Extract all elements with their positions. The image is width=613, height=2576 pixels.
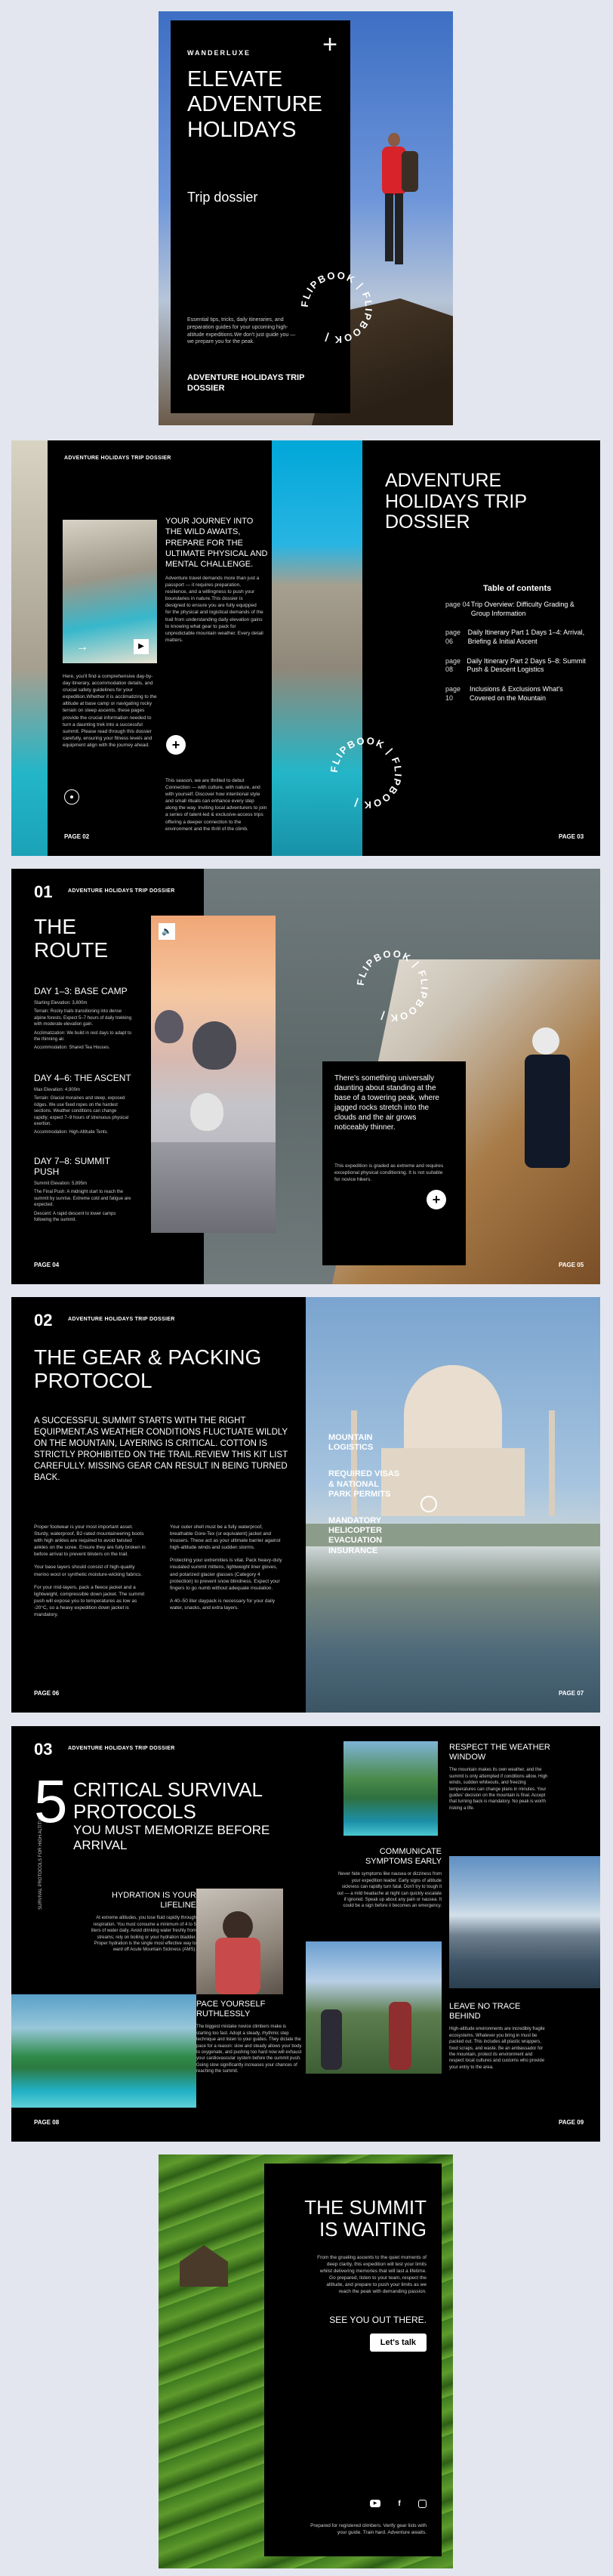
protocol-text: At extreme altitudes, you lose fluid rapidly through respiration. You must consume a minimum of 4 to 5 liters of water daily. Avoid drinking water freshly from streams; rely on boiling or your hydration bladder. Proper hydration is the single most effective way to ward off Acute Mountain Sickness (AMS). xyxy=(91,1916,196,1953)
protocol-item xyxy=(196,2000,302,2075)
balloon xyxy=(193,1021,236,1070)
logistics-item: REQUIRED VISAS & NATIONAL PARK PERMITS xyxy=(328,1469,400,1499)
back-cta: SEE YOU OUT THERE. xyxy=(329,2315,427,2325)
gear-para: Protecting your extremities is vital. Pack heavy-duty insulated summit mittens, lightweight liner gloves, and polarized glacier glasses (Category 4 protection) to prevent snow blindness. Expect your fingers to go numb without adequate insulation. xyxy=(170,1558,282,1591)
section-number: 02 xyxy=(34,1311,53,1330)
flipbook-ring xyxy=(328,735,404,811)
day-block xyxy=(34,1073,132,1136)
page-number-left: PAGE 02 xyxy=(64,833,90,840)
drinking-photo xyxy=(196,1889,283,1994)
toc-item[interactable] xyxy=(445,685,589,703)
day-title: DAY 7–8: SUMMIT PUSH xyxy=(34,1156,110,1177)
toc-page: page 04 xyxy=(445,601,470,608)
toc-item[interactable] xyxy=(445,657,589,675)
arrow-right-icon[interactable]: → xyxy=(76,641,88,653)
beach-photo xyxy=(63,520,157,663)
section-number: 01 xyxy=(34,882,53,901)
gear-para: Your outer shell must be a fully waterproof, breathable Gore-Tex (or equivalent) jacket and trousers. These act as your ultimate barrier against high-altitude winds and sudden storms. xyxy=(170,1524,281,1551)
page-number-left: PAGE 04 xyxy=(34,1262,60,1268)
toc-text: Inclusions & Exclusions What's Covered on the Mountain xyxy=(469,685,563,702)
day-line: The Final Push: A midnight start to reach the summit by sunrise. Extreme cold and fatigue are expected. xyxy=(34,1190,131,1208)
protocol-title: LEAVE NO TRACE BEHIND xyxy=(449,2002,521,2022)
intro-body-1: Adventure travel demands more than just a passport — it requires preparation, resilience, and a willingness to push your boundaries in nature.This dossier is designed to ensure you are fully equipped for the physical and logistical demands of the trail from understanding daily elevation gains to knowing what gear to pack for unpredictable mountain weather. Every detail matters. xyxy=(165,576,263,643)
protocol-item xyxy=(449,1743,551,1812)
back-title: THE SUMMIT IS WAITING xyxy=(304,2196,427,2241)
gear-title: THE GEAR & PACKING PROTOCOL xyxy=(34,1345,262,1392)
day-line: Max Elevation: 4,900m xyxy=(34,1088,81,1092)
hikers-photo xyxy=(306,1941,442,2074)
svg-text:FLIPBOOK | FLIPBOOK |: FLIPBOOK | FLIPBOOK | xyxy=(328,735,404,811)
toc-item[interactable] xyxy=(445,601,589,618)
toc-page: page 06 xyxy=(445,629,461,646)
day-title: DAY 4–6: THE ASCENT xyxy=(34,1073,131,1083)
back-footer: Prepared for registered climbers. Verify gear lists with your guide. Train hard. Adventure awaits. xyxy=(310,2523,427,2536)
day-line: Descent: A rapid descent to lower camps following the summit. xyxy=(34,1211,116,1222)
toc-text: Daily Itinerary Part 2 Days 5–8: Summit Push & Descent Logistics xyxy=(467,656,586,674)
gear-col-2 xyxy=(170,1524,283,1611)
spread-intro xyxy=(11,440,600,856)
protocol-item xyxy=(87,1891,196,1954)
intro-body-2: This season, we are thrilled to debut Connection — with culture, with nature, and with yourself. Discover how intentional style and small rituals can enhance every step along the way. Inviting local adventurers to join a series of talent-led & exclusive-access trips offering a deeper connection to the environment and the thrill of the climb. xyxy=(165,778,267,832)
protocol-text: High-altitude environments are incredibly fragile ecosystems. Whatever you bring in must be packed out. This includes all plastic wrappers, food scraps, and waste. Be an ambassador for the mountain, protect its environment and respect local cultures and customs who provide your entry to the area. xyxy=(449,2027,545,2070)
caption-text: There's something universally daunting about standing at the base of a towering peak, where jagged rocks stretch into the clouds and the air grows noticeably thinner. xyxy=(334,1074,439,1132)
plus-button[interactable]: + xyxy=(166,735,186,755)
spread-route xyxy=(11,869,600,1284)
big-number: 5 xyxy=(34,1768,68,1835)
balloon xyxy=(190,1093,223,1131)
caption-card xyxy=(322,1061,466,1265)
day-block xyxy=(34,986,132,1052)
lets-talk-button[interactable]: Let's talk xyxy=(370,2334,427,2352)
cover-footer: ADVENTURE HOLIDAYS TRIP DOSSIER xyxy=(187,373,305,394)
day-line: Accommodation: Shared Tea Houses. xyxy=(34,1046,110,1051)
intro-title: ADVENTURE HOLIDAYS TRIP DOSSIER xyxy=(385,470,527,533)
intro-body-left: Here, you'll find a comprehensive day-by-day itinerary, accommodation details, and crucial safety guidelines for your expedition.Whether it is acclimatizing to the altitude at base camp or navigating rocky terrain on steep ascents, these pages provide the crucial information needed to turn a daunting trek into a successful summit. Please read through this dossier carefully, ensuring your fitness levels and equipment align with the journey ahead. xyxy=(63,674,157,748)
logistics-item: MOUNTAIN LOGISTICS xyxy=(328,1433,374,1453)
cliff-island-photo xyxy=(343,1741,438,1836)
survival-subtitle: YOU MUST MEMORIZE BEFORE ARRIVAL xyxy=(73,1823,270,1853)
day-line: Acclimatization: We build in rest days to adapt to the thinning air. xyxy=(34,1030,131,1042)
survival-title: CRITICAL SURVIVAL PROTOCOLS xyxy=(73,1778,262,1823)
gear-para: Proper footwear is your most important asset. Sturdy, waterproof, B2-rated mountaineering boots with high ankles are required to avoid twisted ankles on the scree. Ensure they are fully broken in before arrival to prevent blisters on the trail. xyxy=(34,1524,146,1558)
page-number-right: PAGE 05 xyxy=(559,1262,584,1268)
plus-icon[interactable]: + xyxy=(322,30,337,59)
protocol-text: The mountain makes its own weather, and the summit is only attempted if conditions allow. High winds, sudden whiteouts, and freezing temperatures can change plans in minutes. Your guides' decision on the mountain is final. Accept that turning back is mandatory. No peak is worth risking a life. xyxy=(449,1768,548,1811)
protocol-item xyxy=(449,2002,547,2071)
protocol-title: RESPECT THE WEATHER WINDOW xyxy=(449,1743,550,1762)
cover-page xyxy=(159,11,453,425)
balloons-photo xyxy=(151,916,276,1233)
toc-page: page 08 xyxy=(445,656,461,674)
cover-body: Essential tips, tricks, daily itineraries, and preparation guides for your upcoming high-altitude expeditions.We don't just guide you — we prepare you for the peak. xyxy=(187,317,296,345)
header-left: ADVENTURE HOLIDAYS TRIP DOSSIER xyxy=(68,1317,175,1322)
page-number-left: PAGE 06 xyxy=(34,1690,60,1697)
play-button-icon[interactable]: ▶ xyxy=(134,639,149,654)
hiker-figure xyxy=(371,128,417,310)
protocol-title: COMMUNICATE SYMPTOMS EARLY xyxy=(365,1847,442,1867)
gear-para: For your mid-layers, pack a fleece jacket and a lightweight, compressible down jacket. The summit push will expose you to temperatures as low as -20°C, so a heavy expedition down jacket is mandatory. xyxy=(34,1584,145,1618)
cover-subtitle: Trip dossier xyxy=(187,190,258,205)
page-number-right: PAGE 07 xyxy=(559,1690,584,1697)
youtube-icon[interactable]: ▶ xyxy=(370,2500,380,2507)
route-title: THE ROUTE xyxy=(34,915,108,962)
circle-outline-icon[interactable] xyxy=(420,1496,437,1512)
brand-name: WANDERLUXE xyxy=(187,49,251,57)
man-figure xyxy=(517,1027,578,1186)
gear-lead: A SUCCESSFUL SUMMIT STARTS WITH THE RIGHT EQUIPMENT.AS WEATHER CONDITIONS FLUCTUATE WILDLY ON THE MOUNTAIN, LAYERING IS CRITICAL. COTTON IS STRICTLY PROHIBITED ON THE TRAIL.REVIEW THIS KIT LIST CAREFULLY. MISSING GEAR CAN RESULT IN BEING TURNED BACK. xyxy=(34,1416,288,1482)
day-line: Starting Elevation: 3,800m xyxy=(34,1001,88,1005)
logistics-list xyxy=(328,1433,404,1556)
side-text: SURVIVAL PROTOCOLS FOR HIGH ALTITUDE xyxy=(39,1812,43,1910)
toc-page: page 10 xyxy=(445,685,461,702)
toc-title: Table of contents xyxy=(483,584,552,593)
back-cover xyxy=(159,2154,453,2568)
caption-body: This expedition is graded as extreme and requires exceptional physical conditioning. It is not suitable for novice hikers. xyxy=(334,1163,444,1183)
toc-list xyxy=(445,601,589,714)
social-icons xyxy=(370,2500,427,2508)
flipbook-ring xyxy=(355,948,430,1024)
toc-text: Daily Itinerary Part 1 Days 1–4: Arrival, Briefing & Initial Ascent xyxy=(467,629,585,646)
cover-title: ELEVATE ADVENTURE HOLIDAYS xyxy=(187,67,322,142)
page-number-right: PAGE 09 xyxy=(559,2119,584,2126)
plus-button[interactable]: + xyxy=(427,1190,446,1209)
mountain-lake-photo xyxy=(449,1856,600,1988)
protocol-text: Never hide symptoms like nausea or dizziness from your expedition leader. Early signs of altitude sickness can rapidly turn fatal. Don't try to tough it out — a mild headache at night can quickly escalate if ignored. Speak up about any pain or nausea. It could be a sign before it becomes an emergency. xyxy=(337,1872,442,1909)
cover-panel xyxy=(171,20,374,413)
page-number-right: PAGE 03 xyxy=(559,833,584,840)
protocol-title: PACE YOURSELF RUTHLESSLY xyxy=(196,2000,266,2019)
spread-survival xyxy=(11,1726,600,2142)
gear-para: A 40–50 liter daypack is necessary for your daily water, snacks, and extra layers. xyxy=(170,1598,276,1611)
flipbook-ring xyxy=(299,270,374,345)
circle-outline-icon xyxy=(64,789,79,805)
protocol-title: HYDRATION IS YOUR LIFELINE xyxy=(111,1891,196,1910)
gear-para: Your base layers should consist of high-quality merino wool or synthetic moisture-wicking fabrics. xyxy=(34,1564,143,1577)
gear-col-1 xyxy=(34,1524,147,1618)
balloon xyxy=(155,1010,183,1043)
instagram-icon[interactable] xyxy=(418,2500,427,2508)
svg-text:FLIPBOOK | FLIPBOOK |: FLIPBOOK | FLIPBOOK | xyxy=(299,270,374,345)
hut xyxy=(174,2245,234,2287)
coast-photo-left xyxy=(11,440,48,856)
logistics-item: MANDATORY HELICOPTER EVACUATION INSURANCE xyxy=(328,1515,383,1555)
beach-photo xyxy=(11,1994,196,2108)
day-block xyxy=(34,1156,132,1223)
toc-item[interactable] xyxy=(445,629,589,646)
back-body: From the grueling ascents to the quiet moments of deep clarity, this expedition will test your limits whilst delivering memories that will last a lifetime. Go prepared, listen to your team, respect the altitude, and prepare to push your limits as we reach the peak with demanding passion. xyxy=(317,2255,427,2295)
page-number-left: PAGE 08 xyxy=(34,2119,60,2126)
protocol-item xyxy=(336,1847,442,1910)
section-number: 03 xyxy=(34,1740,53,1759)
header-left: ADVENTURE HOLIDAYS TRIP DOSSIER xyxy=(68,1746,175,1751)
intro-heading: YOUR JOURNEY INTO THE WILD AWAITS, PREPARE FOR THE ULTIMATE PHYSICAL AND MENTAL CHALLENGE. xyxy=(165,517,268,570)
protocol-text: The biggest mistake novice climbers make is starting too fast. Adopt a steady, rhythmic step technique and listen to your guides. They dictate the pace for a reason: slow and steady allows your body to oxygenate, and pushing too hard now will exhaust your cardiovascular system before the summit push. Going slow significantly increases your chances of reaching the summit. xyxy=(196,2025,302,2074)
day-title: DAY 1–3: BASE CAMP xyxy=(34,986,128,996)
spread-gear xyxy=(11,1297,600,1713)
header-left: ADVENTURE HOLIDAYS TRIP DOSSIER xyxy=(64,456,171,461)
toc-text: Trip Overview: Difficulty Grading & Group Information xyxy=(470,601,574,617)
header-left: ADVENTURE HOLIDAYS TRIP DOSSIER xyxy=(68,888,175,894)
mute-icon[interactable]: 🔈 xyxy=(159,923,175,940)
svg-text:FLIPBOOK | FLIPBOOK |: FLIPBOOK | FLIPBOOK | xyxy=(355,948,430,1024)
day-line: Summit Elevation: 5,895m xyxy=(34,1181,88,1186)
day-line: Terrain: Glacial moraines and steep, exposed ridges. We use fixed ropes on the hardest sections. Weather conditions can change rapidly; expect 7–9 hours of strenuous physical exertion. xyxy=(34,1096,129,1126)
facebook-icon[interactable]: f xyxy=(398,2500,401,2508)
day-line: Terrain: Rocky trails transitioning into dense alpine forests. Expect 5–7 hours of daily trekking with moderate elevation gain. xyxy=(34,1009,132,1027)
day-line: Accommodation: High-Altitude Tents. xyxy=(34,1130,109,1135)
back-panel xyxy=(264,2164,442,2556)
